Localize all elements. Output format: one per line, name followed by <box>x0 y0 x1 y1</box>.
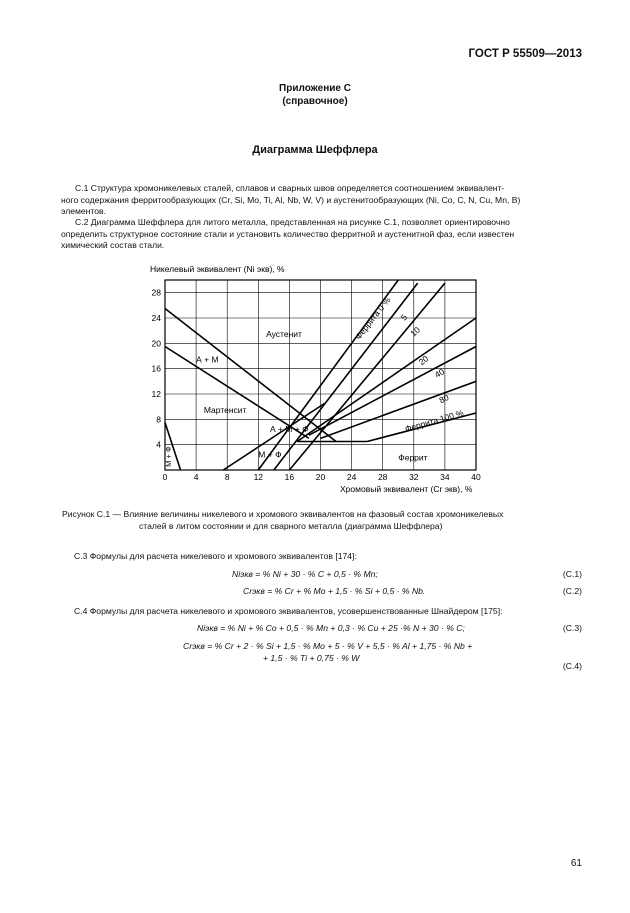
region-label: Мартенсит <box>203 405 247 415</box>
region-label: Феррит <box>398 452 428 463</box>
paragraph-line: С.1 Структура хромоникелевых сталей, сплавов и сварных швов определяется соотношением эквивалент- <box>75 183 505 193</box>
series-label: 80 <box>437 392 451 406</box>
region-label: М + Ф <box>258 449 282 460</box>
x-axis-label: Хромовый эквивалент (Cr экв), % <box>340 484 473 494</box>
y-tick-label: 28 <box>151 287 161 298</box>
schaeffler-chart <box>140 258 500 503</box>
paragraph-line: элементов. <box>61 206 106 216</box>
y-tick-label: 12 <box>151 389 161 399</box>
x-tick-label: 34 <box>440 472 450 482</box>
y-tick-label: 16 <box>151 363 161 374</box>
x-tick-label: 32 <box>409 472 419 482</box>
x-tick-label: 20 <box>315 472 326 482</box>
annex-title: Приложение С <box>279 83 351 94</box>
section-title: Диаграмма Шеффлера <box>252 144 378 156</box>
chart-regions <box>164 329 427 467</box>
paragraph-c2 <box>61 217 582 252</box>
formula-c3-title: С.3 Формулы для расчета никелевого и хромового эквивалентов [174]: <box>74 551 357 561</box>
page-number: 61 <box>570 858 582 869</box>
paragraph-line: определить структурное состояние стали и установить количество ферритной и аустенитной фаз, если известен <box>61 228 515 239</box>
x-tick-label: 4 <box>193 472 199 482</box>
paragraph-c1 <box>61 183 582 218</box>
x-tick-label: 40 <box>471 472 481 482</box>
formula-c2: Crэкв = % Cr + % Mo + 1,5 · % Si + 0,5 · % Nb. <box>243 586 426 596</box>
formula-c4-title: С.4 Формулы для расчета никелевого и хромового эквивалентов, усовершенствованные Шнайдером [175]: <box>74 606 503 616</box>
series-label: 10 <box>408 324 423 339</box>
caption-line: Рисунок С.1 — Влияние величины никелевого и хромового эквивалентов на фазовый состав хромоникелевых <box>62 509 504 519</box>
formula-c4-line2: + 1,5 · % Ti + 0,75 · % W <box>263 653 360 663</box>
paragraph-line: химический состав стали. <box>61 240 165 250</box>
formula-c4-number: (С.4) <box>562 661 582 671</box>
figure-caption <box>62 508 582 532</box>
series-label: Феррита 100 % <box>403 407 465 434</box>
y-axis-label: Никелевый эквивалент (Ni экв), % <box>150 264 285 274</box>
series-line <box>165 309 336 442</box>
series-label: 5 <box>398 312 410 323</box>
series-label: 20 <box>416 353 431 368</box>
paragraph-line: С.2 Диаграмма Шеффлера для литого металла, представленная на рисунке С.1, позволяет ориентировочно <box>75 217 510 227</box>
region-label: М + Ф <box>164 446 174 467</box>
x-tick-label: 8 <box>224 472 230 482</box>
x-tick-label: 16 <box>284 472 295 482</box>
series-label: Феррита 0 % <box>353 295 393 342</box>
region-label: А + М + Ф <box>269 424 309 434</box>
region-label: А + М <box>196 354 219 365</box>
formula-c3-number: (С.3) <box>562 623 582 633</box>
standard-header: ГОСТ Р 55509—2013 <box>468 48 582 60</box>
chart-ticks <box>152 288 481 482</box>
x-tick-label: 12 <box>253 472 264 482</box>
formula-c4-line1: Crэкв = % Cr + 2 · % Si + 1,5 · % Mo + 5 · % V + 5,5 · % Al + 1,75 · % Nb + <box>183 641 473 651</box>
y-tick-label: 8 <box>156 414 161 425</box>
x-tick-label: 28 <box>377 472 388 482</box>
annex-type: (справочное) <box>282 96 348 107</box>
formula-c1-number: (С.1) <box>562 569 582 579</box>
x-tick-label: 24 <box>346 472 357 482</box>
paragraph-line: ного содержания ферритообразующих (Cr, Si, Mo, Ti, Al, Nb, W, V) и аустенитообразующих (Ni, Co, C, N, Cu, Mn, B) <box>61 194 521 205</box>
formula-c3: Niэкв = % Ni + % Co + 0,5 · % Mn + 0,3 · % Cu + 25 ·% N + 30 · % C; <box>197 623 465 633</box>
y-tick-label: 24 <box>151 313 161 323</box>
caption-line: сталей в литом состоянии и для сварного металла (диаграмма Шеффлера) <box>139 521 443 531</box>
formula-c2-number: (С.2) <box>562 586 582 596</box>
region-label: Аустенит <box>266 329 302 339</box>
series-label: 40 <box>432 366 447 380</box>
x-tick-label: 0 <box>162 472 168 482</box>
y-tick-label: 4 <box>156 439 161 450</box>
formula-c1: Niэкв = % Ni + 30 · % C + 0,5 · % Mn; <box>232 569 378 579</box>
y-tick-label: 20 <box>151 338 161 349</box>
